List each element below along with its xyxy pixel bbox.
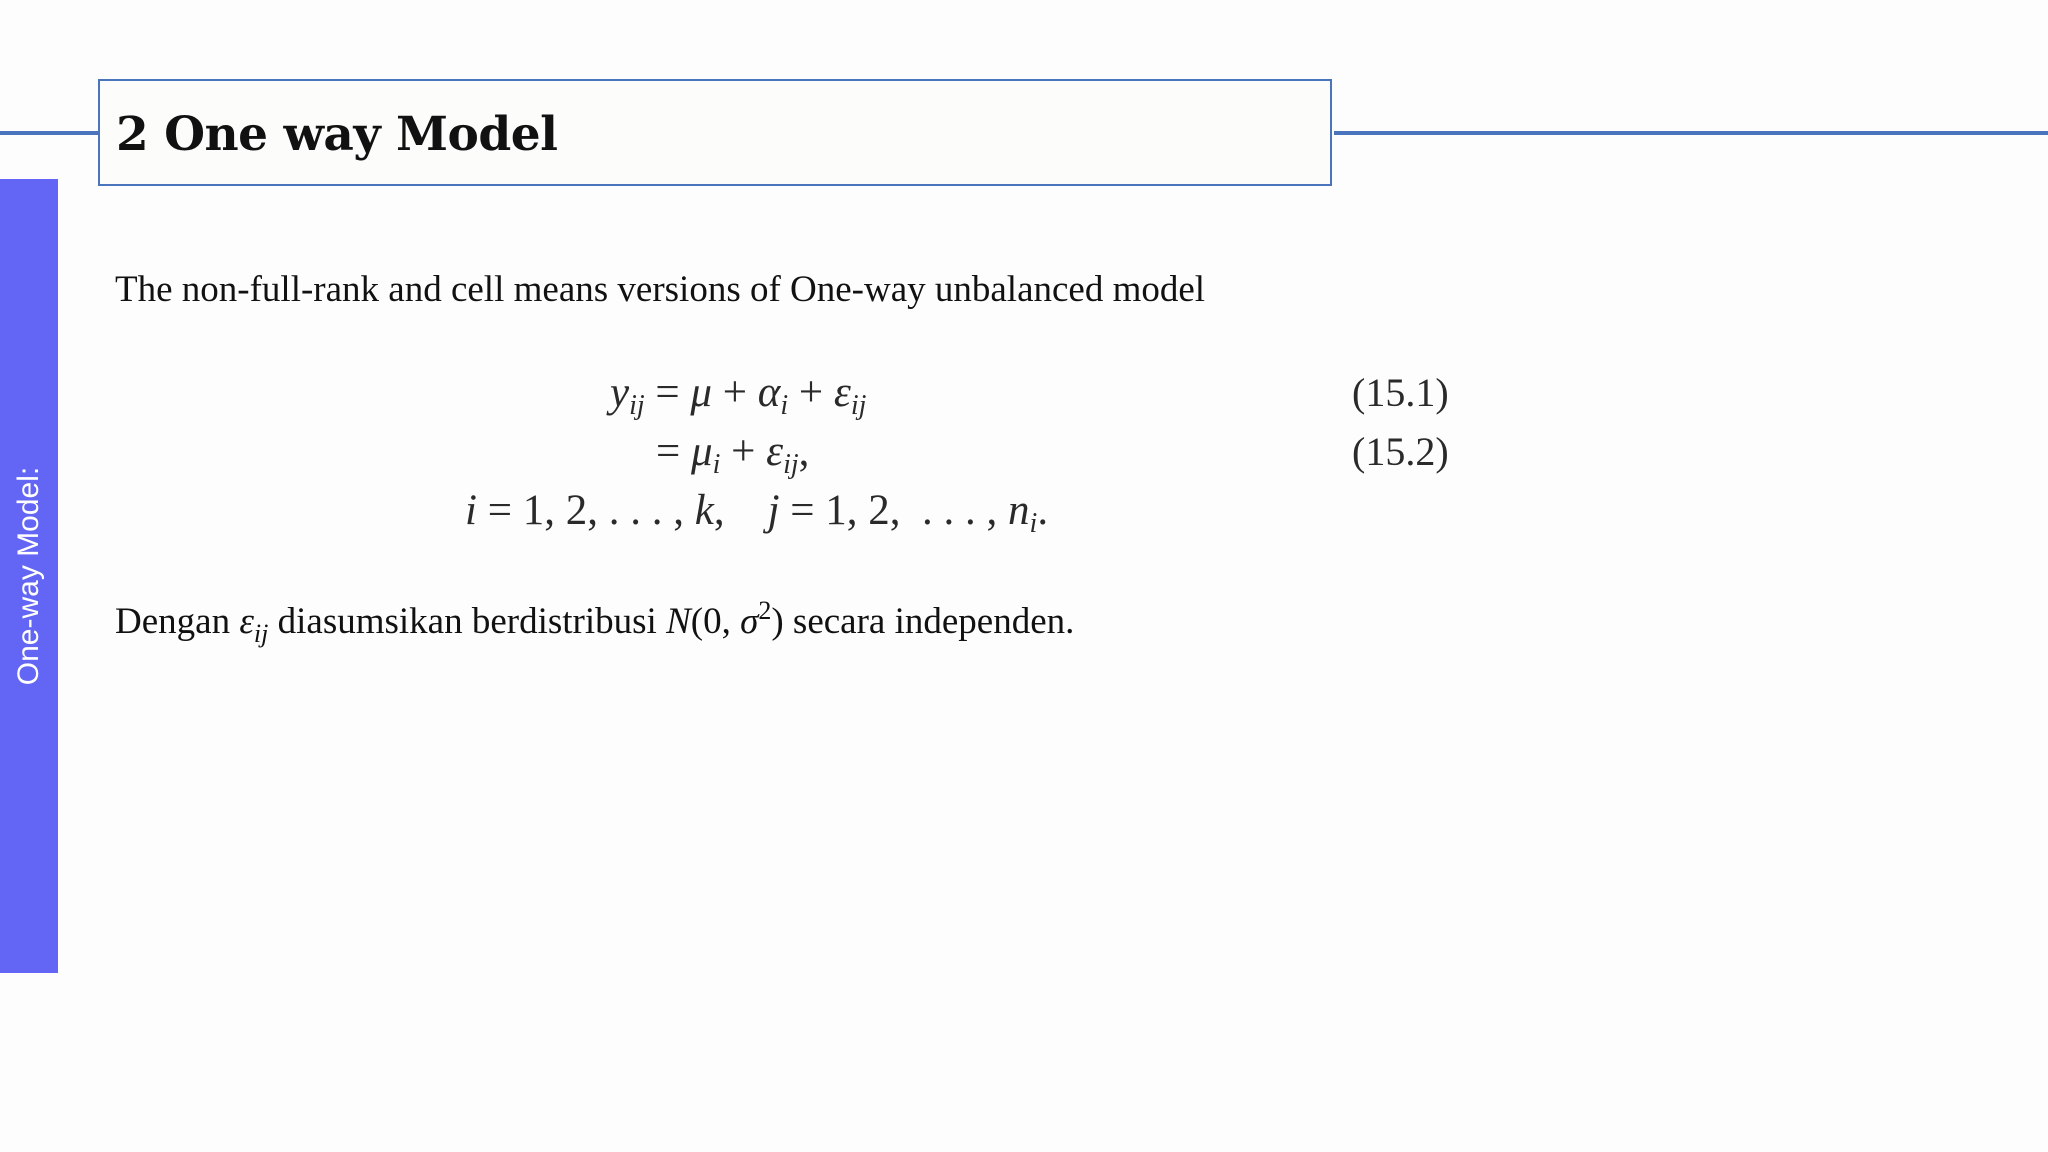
- title-box: [98, 79, 1332, 186]
- equation-15-1: $y_{ij} = \mu + \alpha_i + \varepsilon_{ij}$: [610, 369, 867, 421]
- intro-text: The non-full-rank and cell means versions of One-way unbalanced model: [115, 269, 1206, 310]
- equation-number-15-2: (15.2): [1352, 429, 1449, 474]
- equation-number-15-1: (15.1): [1352, 370, 1449, 415]
- distribution-note: Dengan $\varepsilon_{ij}$ diasumsikan berdistribusi N(0, $\sigma^2$) secara independen.: [115, 596, 1075, 648]
- header-rule-left: [0, 131, 100, 135]
- slide-title: 2 One way Model: [116, 107, 558, 162]
- equation-15-2: = $\mu_i + \varepsilon_{ij}$,: [656, 428, 810, 480]
- equation-index-range: i = 1, 2, . . . , k, j = 1, 2, . . . , $n_i$.: [465, 487, 1049, 539]
- sidebar-label: One-way Model:: [12, 466, 45, 686]
- header-rule-right: [1334, 131, 2048, 135]
